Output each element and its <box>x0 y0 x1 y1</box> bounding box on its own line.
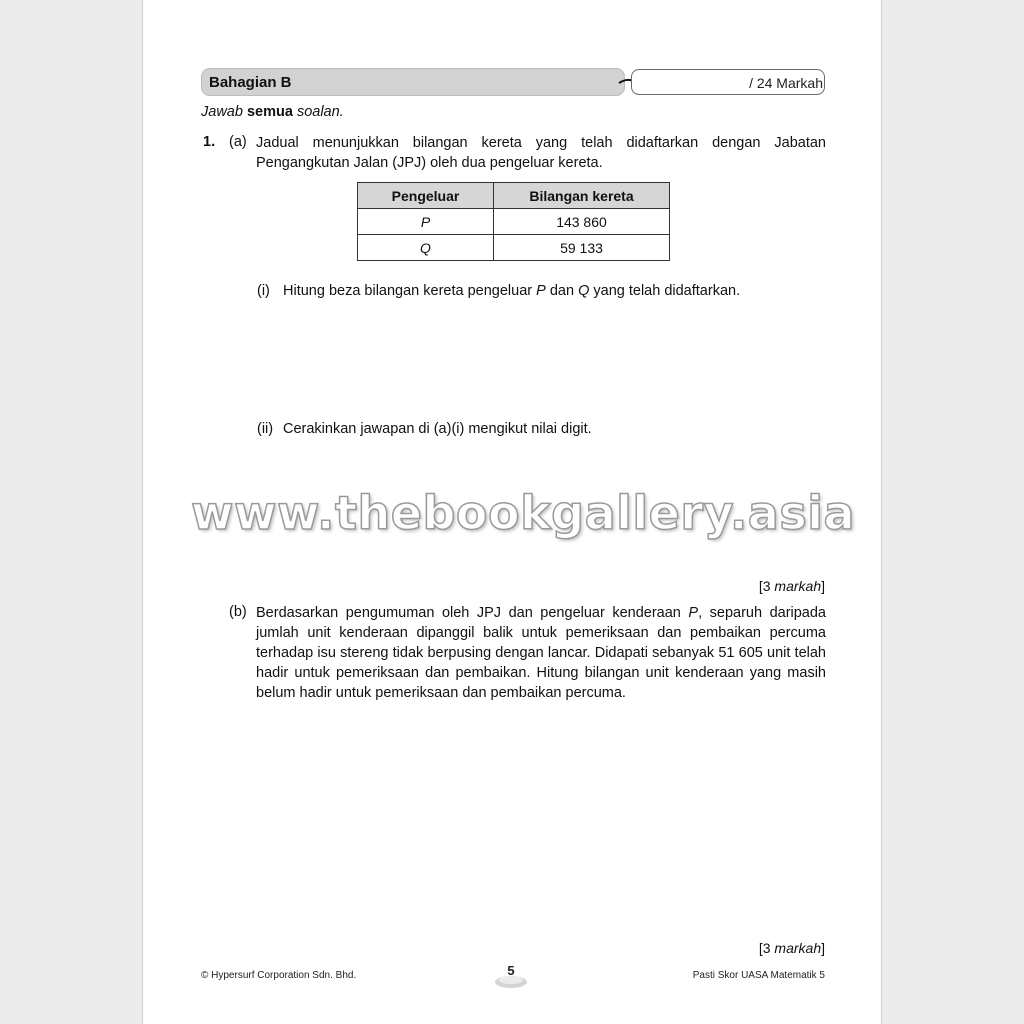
table-cell: P <box>358 209 494 235</box>
table-header-cell: Bilangan kereta <box>494 183 670 209</box>
variable-p: P <box>536 283 546 299</box>
part-a-ii-text: Cerakinkan jawapan di (a)(i) mengikut nilai digit. <box>283 421 592 437</box>
marks-close: ] <box>821 940 825 956</box>
part-a-i-label: (i) <box>257 283 270 299</box>
part-a-i-text <box>283 283 740 299</box>
table-header-row <box>358 183 670 209</box>
part-a-marks <box>759 578 825 594</box>
variable-p: P <box>688 605 699 621</box>
part-a-label: (a) <box>229 134 247 150</box>
instruction-part-2: semua <box>246 104 293 120</box>
table-cell: Q <box>358 235 494 261</box>
total-marks: / 24 Markah <box>749 75 823 91</box>
question-number: 1. <box>203 134 216 150</box>
marks-close: ] <box>821 578 825 594</box>
section-title: Bahagian B <box>209 74 292 91</box>
marks-open: [3 <box>758 940 771 956</box>
part-a-i-text-2: dan <box>549 283 575 299</box>
footer-book-title: Pasti Skor UASA Matematik 5 <box>692 970 825 981</box>
worksheet-page <box>142 0 882 1024</box>
part-a-i-text-1: Hitung beza bilangan kereta pengeluar <box>283 283 533 299</box>
part-b-text-1: Berdasarkan pengumuman oleh JPJ dan pengeluar kenderaan <box>256 605 681 621</box>
footer-copyright: © Hypersurf Corporation Sdn. Bhd. <box>201 970 357 981</box>
instruction-part-1: Jawab <box>201 104 243 120</box>
instruction-part-3: soalan. <box>296 104 344 120</box>
part-a-ii-label: (ii) <box>257 421 274 437</box>
part-a-text: Jadual menunjukkan bilangan kereta yang telah didaftarkan dengan Jabatan Pengangkutan Jalan (JPJ) oleh dua pengeluar kereta. <box>256 135 826 171</box>
marks-open: [3 <box>758 578 771 594</box>
watermark-text: www.thebookgallery.asia <box>191 486 856 540</box>
car-registration-table <box>357 182 670 261</box>
page-number: 5 <box>507 963 515 978</box>
table-cell: 59 133 <box>494 235 670 261</box>
part-a-i-text-3: yang telah didaftarkan. <box>593 283 741 299</box>
table-header-cell: Pengeluar <box>358 183 494 209</box>
marks-word: markah <box>774 940 822 956</box>
marks-word: markah <box>774 578 822 594</box>
variable-q: Q <box>578 283 590 299</box>
part-b-marks <box>759 940 825 956</box>
part-b-text-2: , separuh daripada jumlah unit kenderaan dipanggil balik untuk pemeriksaan dan pembaikan percuma terhadap isu stereng tidak berpusing dengan lancar. Didapati sebanyak 51 605 unit telah hadir untuk pemeriksaan dan pembaikan. Hitung bilangan unit kenderaan yang masih belum hadir untuk pemeriksaan dan pembaikan percuma. <box>256 605 826 701</box>
part-b-text <box>256 603 826 703</box>
part-b-label: (b) <box>229 604 247 620</box>
table-row <box>358 235 670 261</box>
table-row <box>358 209 670 235</box>
instruction <box>201 104 344 120</box>
table-cell: 143 860 <box>494 209 670 235</box>
